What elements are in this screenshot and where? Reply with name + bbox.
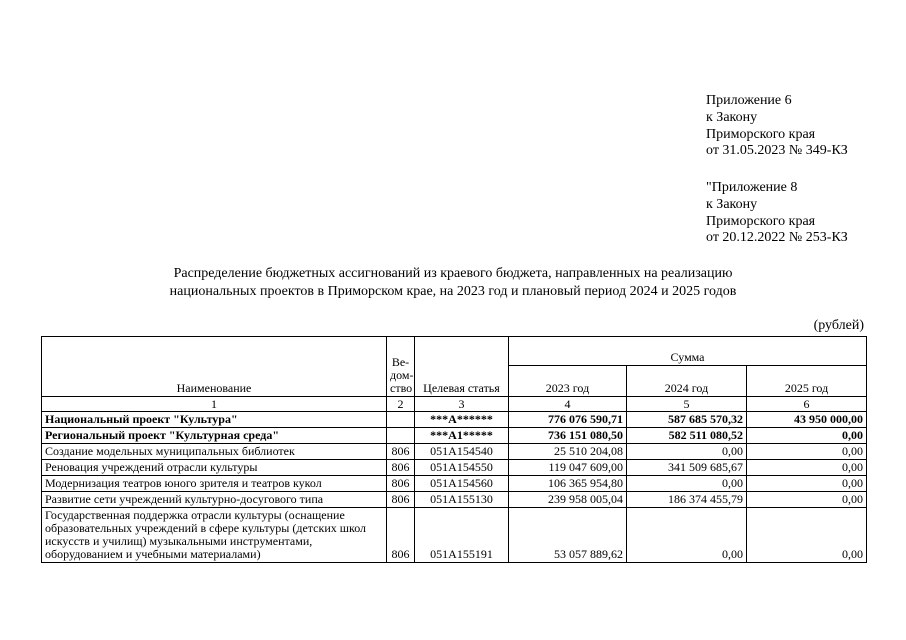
- row-department: 806: [387, 492, 415, 508]
- title-line: Распределение бюджетных ассигнований из краевого бюджета, направленных на реализацию: [173, 266, 733, 281]
- row-target-article: 051A155130: [415, 492, 509, 508]
- row-amount-2024: 582 511 080,52: [627, 428, 747, 444]
- column-number: 2: [387, 397, 415, 412]
- header-department: [387, 337, 415, 397]
- row-target-article: 051A155191: [415, 508, 509, 563]
- table-row: [42, 412, 867, 428]
- table-row: [42, 492, 867, 508]
- row-amount-2025: 0,00: [747, 428, 867, 444]
- column-number: 4: [509, 397, 627, 412]
- row-department: 806: [387, 444, 415, 460]
- header-sum: Сумма: [509, 337, 867, 366]
- table-row: [42, 476, 867, 492]
- row-name: Развитие сети учреждений культурно-досугового типа: [42, 492, 387, 508]
- row-amount-2025: 0,00: [747, 492, 867, 508]
- row-target-article: 051A154540: [415, 444, 509, 460]
- row-department: 806: [387, 508, 415, 563]
- document-title: [60, 265, 846, 300]
- appendix-line: Приморского края: [706, 126, 816, 142]
- table-row: [42, 460, 867, 476]
- header-name: Наименование: [42, 337, 387, 397]
- row-name: Национальный проект "Культура": [42, 412, 387, 428]
- appendix-reference-current: [706, 93, 848, 160]
- header-target-article: Целевая статья: [415, 337, 509, 397]
- row-target-article: 051A154550: [415, 460, 509, 476]
- appendix-line: Приложение 6: [706, 93, 792, 108]
- row-name: Создание модельных муниципальных библиотек: [42, 444, 387, 460]
- column-number: 6: [747, 397, 867, 412]
- row-amount-2023: 25 510 204,08: [509, 444, 627, 460]
- header-department-line: Ве-: [391, 355, 410, 369]
- column-number-row: [42, 397, 867, 412]
- row-amount-2023: 736 151 080,50: [509, 428, 627, 444]
- row-amount-2025: 0,00: [747, 460, 867, 476]
- row-name: Региональный проект "Культурная среда": [42, 428, 387, 444]
- row-amount-2024: 0,00: [627, 444, 747, 460]
- row-amount-2024: 186 374 455,79: [627, 492, 747, 508]
- row-department: [387, 412, 415, 428]
- header-year-2024: 2024 год: [627, 366, 747, 397]
- row-department: [387, 428, 415, 444]
- table-row: [42, 444, 867, 460]
- row-amount-2023: 239 958 005,04: [509, 492, 627, 508]
- appendix-line: Приморского края: [706, 213, 816, 229]
- row-amount-2024: 587 685 570,32: [627, 412, 747, 428]
- row-amount-2024: 0,00: [627, 508, 747, 563]
- column-number: 1: [42, 397, 387, 412]
- row-target-article: ***A******: [415, 412, 509, 428]
- row-name: Реновация учреждений отрасли культуры: [42, 460, 387, 476]
- appendix-line: от 31.05.2023 № 349-КЗ: [706, 143, 848, 159]
- row-amount-2024: 341 509 685,67: [627, 460, 747, 476]
- row-amount-2023: 106 365 954,80: [509, 476, 627, 492]
- row-amount-2023: 119 047 609,00: [509, 460, 627, 476]
- row-amount-2024: 0,00: [627, 476, 747, 492]
- column-number: 3: [415, 397, 509, 412]
- row-department: 806: [387, 476, 415, 492]
- units-label: (рублей): [813, 318, 864, 333]
- row-target-article: ***A1*****: [415, 428, 509, 444]
- appendix-line: к Закону: [706, 109, 758, 125]
- row-amount-2025: 43 950 000,00: [747, 412, 867, 428]
- table-row: [42, 508, 867, 563]
- title-line: национальных проектов в Приморском крае, на 2023 год и плановый период 2024 и 2025 годов: [169, 283, 737, 299]
- row-department: 806: [387, 460, 415, 476]
- column-number: 5: [627, 397, 747, 412]
- budget-table: [41, 336, 867, 563]
- row-name: Государственная поддержка отрасли культуры (оснащение образовательных учреждений в сфере культуры (детских школ искусств и училищ) музыкальными инструментами, оборудованием и учебными материалами): [42, 508, 387, 563]
- header-department-line: ство: [390, 381, 413, 395]
- appendix-line: к Закону: [706, 196, 758, 212]
- row-name: Модернизация театров юного зрителя и театров кукол: [42, 476, 387, 492]
- header-year-2025: 2025 год: [747, 366, 867, 397]
- row-target-article: 051A154560: [415, 476, 509, 492]
- header-year-2023: 2023 год: [509, 366, 627, 397]
- header-department-line: дом-: [390, 368, 414, 382]
- row-amount-2023: 53 057 889,62: [509, 508, 627, 563]
- appendix-line: "Приложение 8: [706, 180, 798, 195]
- appendix-reference-amended: [706, 180, 848, 247]
- row-amount-2023: 776 076 590,71: [509, 412, 627, 428]
- row-amount-2025: 0,00: [747, 508, 867, 563]
- row-amount-2025: 0,00: [747, 444, 867, 460]
- appendix-line: от 20.12.2022 № 253-КЗ: [706, 230, 848, 246]
- row-amount-2025: 0,00: [747, 476, 867, 492]
- table-row: [42, 428, 867, 444]
